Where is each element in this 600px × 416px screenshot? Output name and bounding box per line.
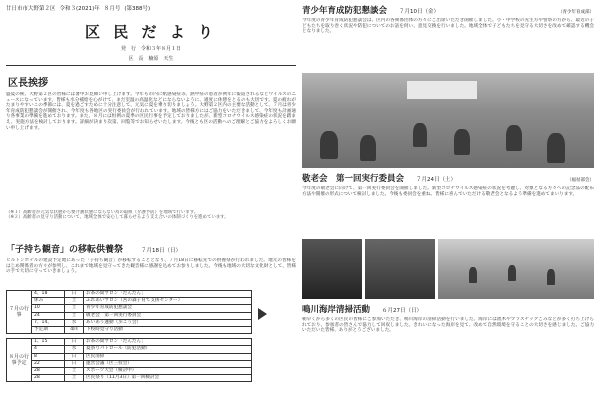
schedule-row — [7, 353, 252, 360]
meeting-photo — [302, 73, 594, 168]
kannon-body: ヒルトンホテルの建設予定地にあった「子持ち観音」が移転することとなり、７月18日に移転先での供養祭が行われました。地元の皆様をはじめ関係者の方々が参列し、これまで地域を見守ってきた観音様に感謝を込めてお参りしました。今後も地域の大切な文化財として、皆様の手で大切に守っていきましょう。 — [6, 258, 296, 275]
kannon-title: 「子持ち観音」の移転供養祭 — [6, 245, 124, 255]
schedule-weekday: 日 — [65, 339, 84, 346]
schedule-day: 休み — [32, 298, 65, 305]
schedule-event: 青少年育成防犯懇談会 — [84, 305, 252, 312]
kannon-header — [6, 242, 296, 255]
schedule-day: 4 — [32, 346, 65, 353]
schedule-event: 下校時見守り活動 — [84, 326, 252, 333]
article-3-date: ６月27日（日） — [382, 308, 423, 314]
photo-person — [547, 133, 565, 163]
schedule-day: 4、18 — [32, 291, 65, 298]
article-3-body: 朝早くから多くの区民の皆様にご参加いただき、鳴川海岸の清掃活動を行いました。海岸には流木やプラスチックごみなどが多く打ち上げられており、参加者の皆さんで協力して回収しました。きれいになった海岸を見て、改めて自然環境を守ることの大切さを感じました。ご協力いただいた皆様、ありがとうございました。 — [302, 317, 594, 334]
photo-person — [413, 123, 427, 147]
schedule-row — [7, 319, 252, 326]
schedule-weekday: 土 — [65, 305, 84, 312]
photo-person — [469, 267, 477, 283]
schedule-event: 区民祭り（11月3日）第一回検討会 — [84, 375, 252, 382]
greeting-title: 区長挨拶 — [8, 78, 48, 89]
schedule-weekday: 日 — [65, 353, 84, 360]
schedule-event: 敬老会 第一回実行委員会 — [84, 312, 252, 319]
schedule-weekday: 日 — [65, 291, 84, 298]
greeting-body: 盛夏の候、大野第２区の皆様には暑中お見舞い申し上げます。今年も市内に紙感染症等、熱中症の患者が例年に報道されるなどウイルスのニュースになっています。皆様も水分補給を心がけて、まだ室温の高温化などにならないように、適度に休憩をとるのも大切です。夏の疲れがたまりやすいこの季節には、夏を過ごすために十分注意して、元気に夏を乗り切りましょう。大野第２区内の主要な活動として、７月は青少年育成防犯懇談会が開催され、今年度も各地区の実行委員会が行われています。地域の皆様方にはご協力をいただきまして、今年度も計画通り各事業の準備を進めております。また、８月には恒例の夏季の区民行事を予定しておりましたが、新型コロナウイルス感染症の状況を踏まえ、実施方法を検討しております。詳細が決まり次第、回覧等でお知らせいたします。今後とも区の活動へのご理解とご協力をよろしくお願い申し上げます。 — [6, 92, 296, 131]
schedule-weekday: 土 — [65, 375, 84, 382]
july-schedule-table — [6, 290, 252, 334]
masthead-divider — [6, 65, 296, 66]
schedule-weekday: 土 — [65, 367, 84, 374]
schedule-event: あいあう運動（歩こう会） — [84, 319, 252, 326]
schedule-event: お茶の間サロン「だんだん」 — [84, 339, 252, 346]
schedule-row — [7, 375, 252, 382]
schedule-event: お茶の間サロン「だんだん」 — [84, 291, 252, 298]
schedule-event: ふれあいサロン（宮の森子育て支援センター） — [84, 298, 252, 305]
schedule-weekday: 土 — [65, 298, 84, 305]
schedule-row — [7, 367, 252, 374]
schedule-weekday: 日 — [65, 360, 84, 367]
schedule-event: 区民清掃 — [84, 353, 252, 360]
photo-person — [360, 135, 376, 161]
august-schedule-table — [6, 338, 252, 382]
schedule-day: 7、14、 — [32, 319, 65, 326]
article-2-body: 今年度の敬老会に向けて、第一回実行委員会を開催しました。新型コロナウイルス感染症の状況を考慮し、対象となる方々への記念品の配布方法や開催の形式について検討しました。今後も委員会を重ね、皆様に喜んでいただける敬老会となるよう準備を進めてまいります。 — [302, 186, 594, 197]
article-3-header — [302, 303, 594, 315]
schedule-row — [7, 326, 252, 333]
article-2-date: ７月24日（土） — [416, 177, 457, 183]
schedule-day: 1、15 — [32, 339, 65, 346]
photo-person — [320, 131, 338, 159]
schedule-row — [7, 346, 252, 353]
schedule-row — [7, 298, 252, 305]
schedule-row — [7, 312, 252, 319]
masthead-editor: 区 長 楠原 天生 — [128, 56, 174, 62]
photo-screen — [407, 81, 477, 99]
schedule-day: 28 — [32, 367, 65, 374]
masthead — [6, 6, 296, 68]
kannon-date: ７月18日（日） — [141, 248, 182, 254]
article-2-header — [302, 172, 594, 184]
article-2-title: 敬老会 第一回実行委員会 — [302, 174, 405, 184]
schedule-day: 10 — [32, 305, 65, 312]
article-3-title: 鳴川海岸清掃活動 — [302, 305, 371, 315]
schedule-event: スポーツ大会（検討中） — [84, 367, 252, 374]
article-1-header — [302, 4, 594, 16]
beach-photo-2 — [365, 239, 435, 299]
schedule-weekday: 土 — [65, 312, 84, 319]
masthead-top — [6, 6, 296, 13]
schedule-block — [6, 290, 296, 382]
schedule-day: 予定期 — [32, 326, 65, 333]
beach-photo-1 — [302, 239, 362, 299]
masthead-issue: (第388号) — [124, 6, 151, 12]
beach-photo-3 — [438, 239, 594, 299]
schedule-month-label: ８月の行事予定 — [7, 339, 32, 382]
schedule-weekday: 水 — [65, 346, 84, 353]
schedule-row — [7, 360, 252, 367]
masthead-date: 令和３(2021)年 — [59, 6, 100, 12]
arrow-icon — [258, 308, 267, 320]
masthead-city: 廿日市市大野第２区 — [6, 6, 56, 12]
schedule-weekday: 4回 — [65, 326, 84, 333]
photo-person — [506, 125, 522, 151]
article-1-date: ７月10日（金） — [399, 9, 440, 15]
photo-person — [547, 269, 555, 285]
schedule-month-label: ７月の行事 — [7, 291, 32, 334]
article-1-source: （青少年育成部） — [558, 10, 594, 15]
greeting-notes: （※１）高齢者が元気な状態から要介護状態にならない為の取組（介護予防）を地域で行います。 （※２）高齢者の見守り活動について、地域全体で安心して暮らせるよう支え合いの体制づくりを進めています。 — [6, 210, 229, 221]
schedule-event: 夏祭りパトロール（防犯活動） — [84, 346, 252, 353]
left-column — [6, 6, 296, 382]
schedule-weekday: 水 — [65, 319, 84, 326]
schedule-day: 8 — [32, 353, 65, 360]
article-1-title: 青少年育成防犯懇談会 — [302, 6, 388, 16]
schedule-day: 22 — [32, 360, 65, 367]
article-1-body: 今年度の青少年育成防犯懇談会は、区内の各関係団体の方々にご出席いただき開催しました。小・中学校の先生方や警察の方から、最近の子どもたちを取り巻く状況や防犯についてのお話を伺い、意見交換を行いました。地域全体で子どもたちを見守る大切さを改めて確認する機会となりました。 — [302, 18, 594, 35]
schedule-day: 28 — [32, 375, 65, 382]
photo-person — [508, 265, 516, 281]
masthead-publisher: 発 行 令和３年８月１日 — [120, 46, 181, 52]
right-column — [302, 4, 594, 379]
schedule-event: 運営会議（区三役会） — [84, 360, 252, 367]
beach-photos — [302, 239, 594, 299]
article-2-source: （福祉部会） — [567, 178, 594, 183]
masthead-month: ８月号 — [103, 6, 121, 12]
photo-person — [454, 129, 470, 155]
schedule-row — [7, 291, 252, 298]
schedule-row — [7, 305, 252, 312]
schedule-row — [7, 339, 252, 346]
schedule-day: 24 — [32, 312, 65, 319]
newsletter-title: 区 民 だ よ り — [85, 23, 217, 41]
